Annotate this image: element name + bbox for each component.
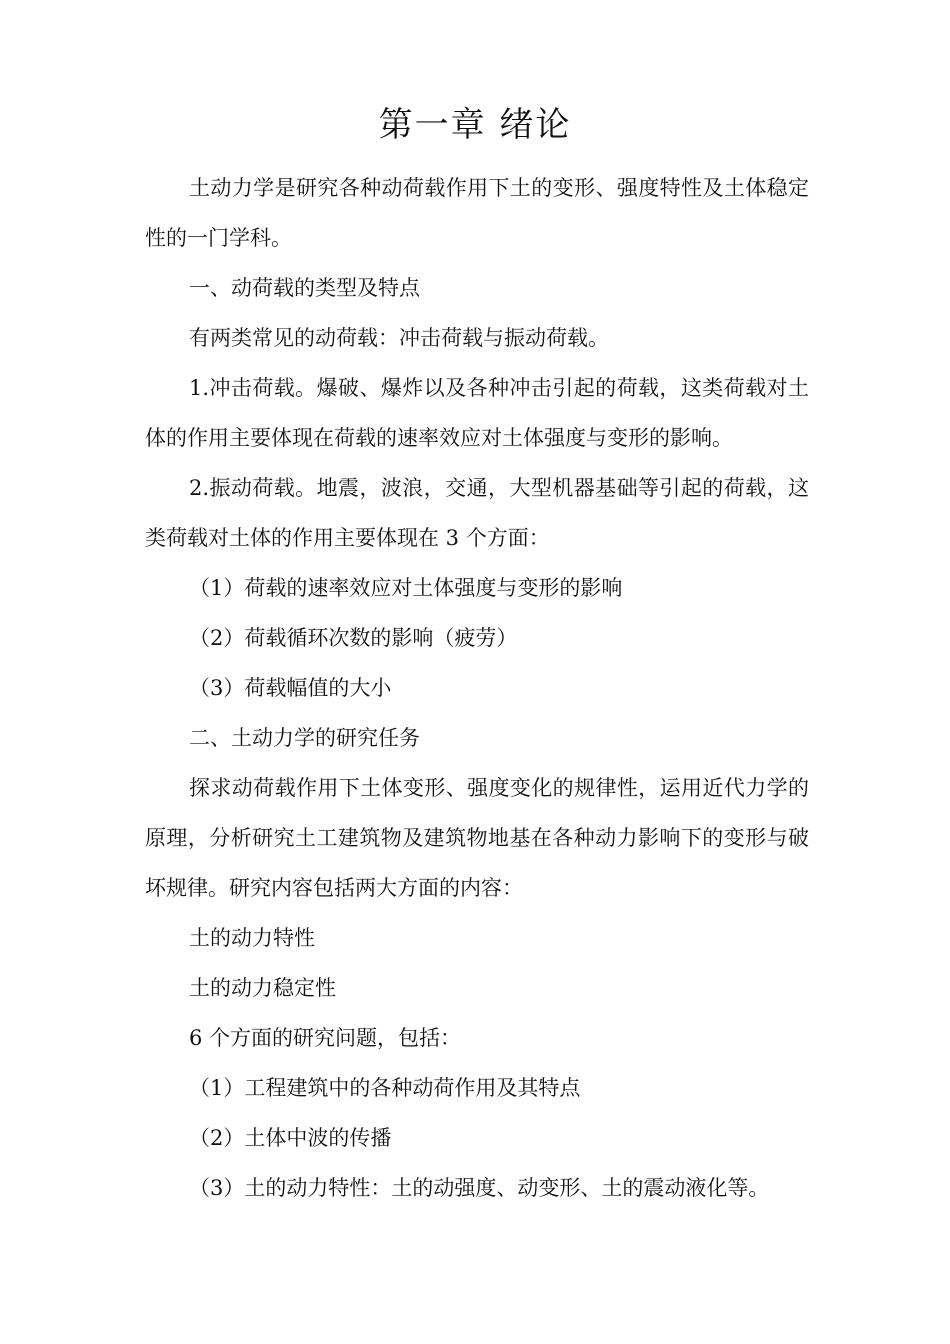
section-heading-2: 二、土动力学的研究任务 xyxy=(189,726,420,750)
list-item: （3）荷载幅值的大小 xyxy=(189,676,392,700)
topic-item: 土的动力特性 xyxy=(189,926,315,950)
document-body xyxy=(145,163,809,1213)
list-item: （1）荷载的速率效应对土体强度与变形的影响 xyxy=(189,576,623,600)
list-item: （2）荷载循环次数的影响（疲劳） xyxy=(189,626,518,650)
research-questions-intro: 6 个方面的研究问题，包括： xyxy=(189,1026,462,1050)
section-heading-1: 一、动荷载的类型及特点 xyxy=(189,276,420,300)
vibration-load-paragraph: 2.振动荷载。地震，波浪，交通，大型机器基础等引起的荷载，这类荷载对土体的作用主要体现在 3 个方面： xyxy=(145,476,809,550)
topic-item: 土的动力稳定性 xyxy=(189,976,336,1000)
research-task-paragraph: 探求动荷载作用下土体变形、强度变化的规律性，运用近代力学的原理，分析研究土工建筑物及建筑物地基在各种动力影响下的变形与破坏规律。研究内容包括两大方面的内容： xyxy=(145,776,809,900)
impact-load-paragraph: 1.冲击荷载。爆破、爆炸以及各种冲击引起的荷载，这类荷载对土体的作用主要体现在荷载的速率效应对土体强度与变形的影响。 xyxy=(145,376,809,450)
chapter-title: 第一章 绪论 xyxy=(378,105,572,145)
list-item: （1）工程建筑中的各种动荷作用及其特点 xyxy=(189,1076,581,1100)
load-types-paragraph: 有两类常见的动荷载：冲击荷载与振动荷载。 xyxy=(189,326,609,350)
list-item: （2）土体中波的传播 xyxy=(189,1126,392,1150)
list-item: （3）土的动力特性：土的动强度、动变形、土的震动液化等。 xyxy=(189,1176,770,1200)
intro-paragraph: 土动力学是研究各种动荷载作用下土的变形、强度特性及土体稳定性的一门学科。 xyxy=(145,176,809,250)
